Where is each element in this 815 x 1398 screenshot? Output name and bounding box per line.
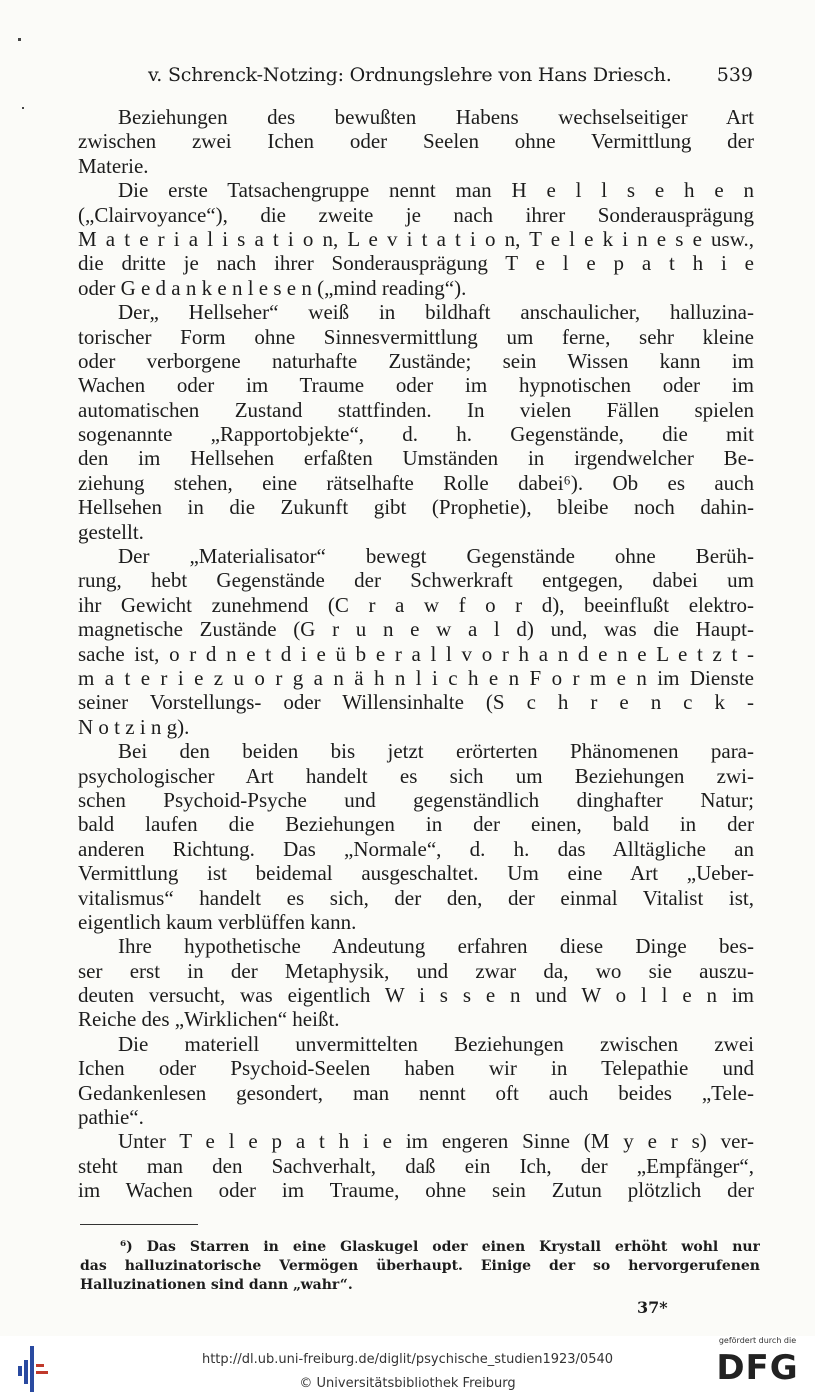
body-text bbox=[78, 105, 754, 1203]
body_lines-line: deuten versucht, was eigentlich W i s s e n und W o l l e n im bbox=[78, 983, 754, 1008]
body_lines-line: die dritte je nach ihrer Sonderausprägung T e l e p a t h i e bbox=[78, 251, 754, 276]
body_lines-line: steht man den Sachverhalt, daß ein Ich, der „Empfänger“, bbox=[78, 1153, 754, 1178]
body_lines-line: Vermittlung ist beidemal ausgeschaltet. Um eine Art „Ueber- bbox=[78, 861, 754, 886]
footnote-divider bbox=[80, 1224, 198, 1225]
body_lines-line: bald laufen die Beziehungen in der einen, bald in der bbox=[78, 812, 754, 837]
footnote_lines-line: das halluzinatorische Vermögen überhaupt. Einige der so hervorgerufenen bbox=[80, 1258, 760, 1274]
body_lines-line: zwischen zwei Ichen oder Seelen ohne Vermittlung der bbox=[78, 129, 754, 154]
body_lines-line: ser erst in der Metaphysik, und zwar da, wo sie auszu- bbox=[78, 958, 754, 983]
scan-speck bbox=[22, 107, 24, 109]
footnote bbox=[80, 1238, 760, 1295]
body_lines-line: rung, hebt Gegenstände der Schwerkraft entgegen, dabei um bbox=[78, 568, 754, 593]
body_lines-line: Ihre hypothetische Andeutung erfahren diese Dinge bes- bbox=[118, 934, 754, 959]
body_lines-line: im Wachen oder im Traume, ohne sein Zutun plötzlich der bbox=[78, 1178, 754, 1203]
body_lines-line: schen Psychoid-Psyche und gegenständlich dinghafter Natur; bbox=[78, 787, 754, 812]
body_lines-line: ihr Gewicht zunehmend (C r a w f o r d), beeinflußt elektro- bbox=[78, 592, 754, 617]
body_lines-line: Hellsehen in die Zukunft gibt (Prophetie), bleibe noch dahin- bbox=[78, 495, 754, 520]
body_lines-line: eigentlich kaum verblüffen kann. bbox=[78, 909, 357, 934]
body_lines-line: automatischen Zustand stattfinden. In vielen Fällen spielen bbox=[78, 397, 754, 422]
body_lines-line: Reiche des „Wirklichen“ heißt. bbox=[78, 1007, 340, 1032]
page-number: 539 bbox=[716, 64, 753, 86]
body_lines-line: sogenannte „Rapportobjekte“, d. h. Gegenstände, die mit bbox=[78, 422, 754, 447]
body_lines-line: torischer Form ohne Sinnesvermittlung um ferne, sehr kleine bbox=[78, 324, 754, 349]
body_lines-line: Ichen oder Psychoid-Seelen haben wir in Telepathie und bbox=[78, 1056, 754, 1081]
body_lines-line: Die erste Tatsachengruppe nennt man H e l l s e h e n bbox=[118, 178, 754, 203]
running-title: v. Schrenck-Notzing: Ordnungslehre von Hans Driesch. bbox=[148, 64, 672, 86]
footnote_lines-line: Halluzinationen sind dann „wahr“. bbox=[80, 1277, 353, 1293]
body_lines-line: magnetische Zustände (G r u n e w a l d) und, was die Haupt- bbox=[78, 617, 754, 642]
body_lines-line: M a t e r i a l i s a t i o n, L e v i t a t i o n, T e l e k i n e s e usw., bbox=[78, 226, 754, 251]
body_lines-line: Unter T e l e p a t h i e im engeren Sinne (M y e r s) ver- bbox=[118, 1129, 754, 1154]
body_lines-line: Gedankenlesen gesondert, man nennt oft auch beides „Tele- bbox=[78, 1080, 754, 1105]
body_lines-line: Bei den beiden bis jetzt erörterten Phänomenen para- bbox=[118, 739, 754, 764]
body_lines-line: Beziehungen des bewußten Habens wechselseitiger Art bbox=[118, 105, 754, 129]
copyright-notice: © Universitätsbibliothek Freiburg bbox=[299, 1376, 516, 1391]
body_lines-line: Die materiell unvermittelten Beziehungen zwischen zwei bbox=[118, 1031, 754, 1056]
body_lines-line: N o t z i n g). bbox=[78, 714, 190, 739]
permalink[interactable]: http://dl.ub.uni-freiburg.de/diglit/psychische_studien1923/0540 bbox=[201, 1352, 614, 1367]
body_lines-line: sache ist, o r d n e t d i e ü b e r a l l v o r h a n d e n e L e t z t - bbox=[78, 641, 754, 666]
body_lines-line: psychologischer Art handelt es sich um Beziehungen zwi- bbox=[78, 763, 754, 788]
body_lines-line: Wachen oder im Traume oder im hypnotischen oder im bbox=[78, 373, 754, 398]
body_lines-line: vitalismus“ handelt es sich, der den, der einmal Vitalist ist, bbox=[78, 885, 754, 910]
body_lines-line: ziehung stehen, eine rätselhafte Rolle dabei⁶). Ob es auch bbox=[78, 470, 754, 495]
body_lines-line: anderen Richtung. Das „Normale“, d. h. das Alltägliche an bbox=[78, 836, 754, 861]
dfg-logo[interactable]: DFG bbox=[716, 1348, 799, 1388]
body_lines-line: Der „Materialisator“ bewegt Gegenstände ohne Berüh- bbox=[118, 544, 754, 569]
dfg-caption: gefördert durch die bbox=[718, 1336, 797, 1345]
footnote_lines-line: ⁶) Das Starren in eine Glaskugel oder einen Krystall erhöht wohl nur bbox=[120, 1239, 760, 1255]
scan-speck bbox=[18, 38, 21, 41]
body_lines-line: oder verborgene naturhafte Zustände; sein Wissen kann im bbox=[78, 348, 754, 373]
body_lines-line: gestellt. bbox=[78, 519, 144, 544]
body_lines-line: seiner Vorstellungs- oder Willensinhalte (S c h r e n c k - bbox=[78, 690, 754, 715]
body_lines-line: oder G e d a n k e n l e s e n („mind reading“). bbox=[78, 275, 467, 300]
body_lines-line: pathie“. bbox=[78, 1105, 144, 1130]
body_lines-line: m a t e r i e z u o r g a n ä h n l i c h e n F o r m e n im Dienste bbox=[78, 665, 754, 690]
sheet-signature: 37* bbox=[637, 1298, 668, 1317]
body_lines-line: Der„ Hellseher“ weiß in bildhaft anschaulicher, halluzina- bbox=[118, 300, 754, 325]
body_lines-line: Materie. bbox=[78, 153, 149, 178]
viewer-footer bbox=[0, 1336, 815, 1398]
running-head bbox=[0, 64, 815, 90]
body_lines-line: den im Hellsehen erfaßten Umständen in irgendwelcher Be- bbox=[78, 446, 754, 471]
body_lines-line: („Clairvoyance“), die zweite je nach ihrer Sonderausprägung bbox=[78, 202, 754, 227]
